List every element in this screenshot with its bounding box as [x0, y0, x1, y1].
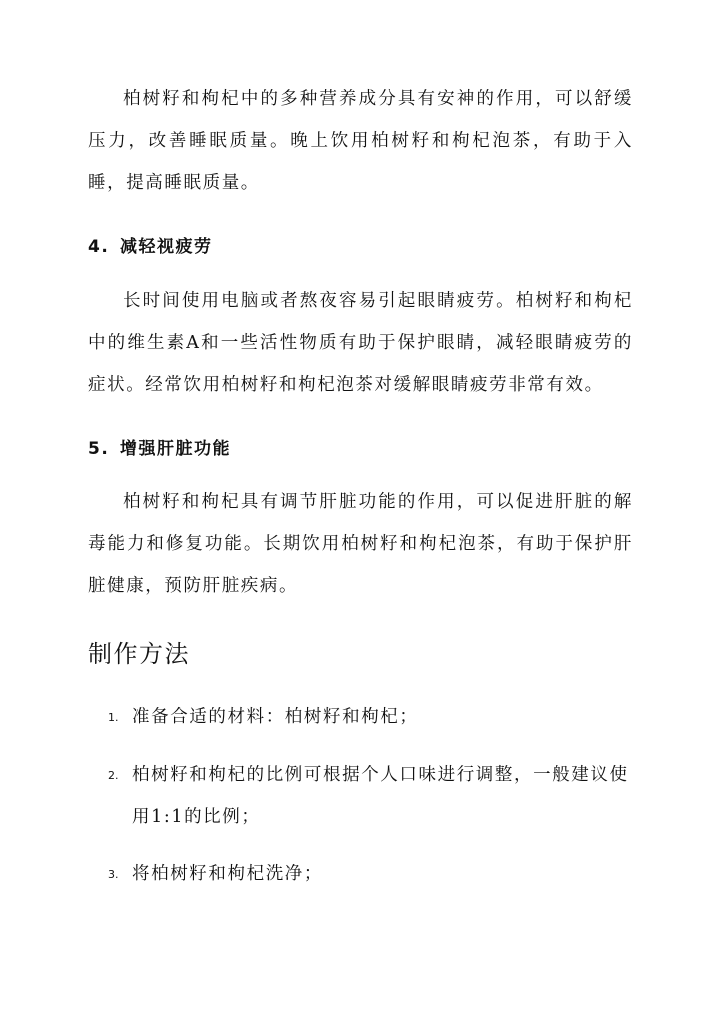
list-item-text: 柏树籽和枸杞的比例可根据个人口味进行调整，一般建议使用1:1的比例；: [132, 765, 629, 827]
list-marker: 2.: [108, 769, 119, 782]
heading-text: 增强肝脏功能: [120, 439, 231, 459]
heading-reduce-eye-fatigue: [88, 232, 213, 257]
list-item: [108, 754, 638, 838]
heading-number: 5.: [88, 439, 110, 459]
list-item-text: 准备合适的材料：柏树籽和枸杞；: [132, 707, 419, 727]
heading-text: 减轻视疲劳: [120, 237, 213, 257]
heading-liver-function: [88, 434, 231, 459]
heading-number: 4.: [88, 237, 110, 257]
list-item: [108, 696, 638, 739]
paragraph-liver: 柏树籽和枸杞具有调节肝脏功能的作用，可以促进肝脏的解毒能力和修复功能。长期饮用柏树籽和枸杞泡茶，有助于保护肝脏健康，预防肝脏疾病。: [88, 492, 633, 596]
list-item: [108, 853, 638, 896]
list-marker: 1.: [108, 711, 119, 724]
list-item-text: 将柏树籽和枸杞洗净；: [132, 864, 323, 884]
paragraph-eyes: 长时间使用电脑或者熬夜容易引起眼睛疲劳。柏树籽和枸杞中的维生素A和一些活性物质有助于保护眼睛，减轻眼睛疲劳的症状。经常饮用柏树籽和枸杞泡茶对缓解眼睛疲劳非常有效。: [88, 291, 633, 395]
paragraph-sleep: 柏树籽和枸杞中的多种营养成分具有安神的作用，可以舒缓压力，改善睡眠质量。晚上饮用柏树籽和枸杞泡茶，有助于入睡，提高睡眠质量。: [88, 89, 633, 193]
section-title-method: 制作方法: [88, 640, 190, 668]
list-marker: 3.: [108, 868, 119, 881]
